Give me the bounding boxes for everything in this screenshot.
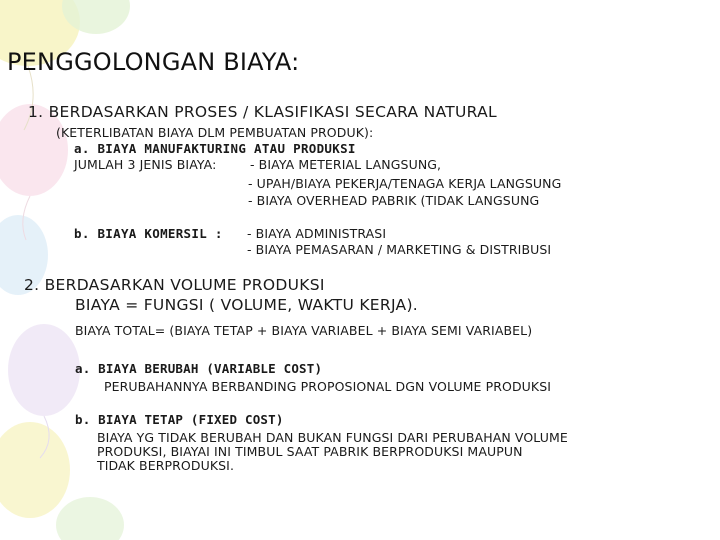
section2-item-b-desc-line: BIAYA YG TIDAK BERUBAH DAN BUKAN FUNGSI DARI PERUBAHAN VOLUME — [97, 430, 568, 445]
section2-item-a-desc: PERUBAHANNYA BERBANDING PROPOSIONAL DGN VOLUME PRODUKSI — [104, 379, 552, 394]
section1-item-a-line: - BIAYA OVERHEAD PABRIK (TIDAK LANGSUNG — [248, 193, 540, 208]
section1-item-a-intro: JUMLAH 3 JENIS BIAYA: — [74, 157, 217, 172]
section1-item-a-line: - UPAH/BIAYA PEKERJA/TENAGA KERJA LANGSUNG — [248, 176, 562, 191]
section1-heading: 1. BERDASARKAN PROSES / KLASIFIKASI SECARA NATURAL — [28, 103, 497, 121]
section1-item-a-line: - BIAYA METERIAL LANGSUNG, — [250, 157, 442, 172]
section2-formula: BIAYA = FUNGSI ( VOLUME, WAKTU KERJA). — [75, 296, 419, 314]
section2-item-b-desc-line: TIDAK BERPRODUKSI. — [97, 458, 235, 473]
section1-subheading: (KETERLIBATAN BIAYA DLM PEMBUATAN PRODUK): — [56, 125, 374, 140]
section2-item-b-label: b. BIAYA TETAP (FIXED COST) — [75, 412, 284, 427]
section2-heading: 2. BERDASARKAN VOLUME PRODUKSI — [24, 276, 325, 294]
section1-item-b-label: b. BIAYA KOMERSIL : — [74, 226, 223, 241]
section2-total: BIAYA TOTAL= (BIAYA TETAP + BIAYA VARIABEL + BIAYA SEMI VARIABEL) — [75, 323, 533, 338]
section1-item-b-line: - BIAYA PEMASARAN / MARKETING & DISTRIBUSI — [247, 242, 552, 257]
page-title: PENGGOLONGAN BIAYA: — [7, 48, 300, 76]
section2-item-a-label: a. BIAYA BERUBAH (VARIABLE COST) — [75, 361, 323, 376]
section2-item-b-desc-line: PRODUKSI, BIAYAI INI TIMBUL SAAT PABRIK BERPRODUKSI MAUPUN — [97, 444, 523, 459]
section1-item-b-line: - BIAYA ADMINISTRASI — [247, 226, 387, 241]
section1-item-a-label: a. BIAYA MANUFAKTURING ATAU PRODUKSI — [74, 141, 356, 156]
